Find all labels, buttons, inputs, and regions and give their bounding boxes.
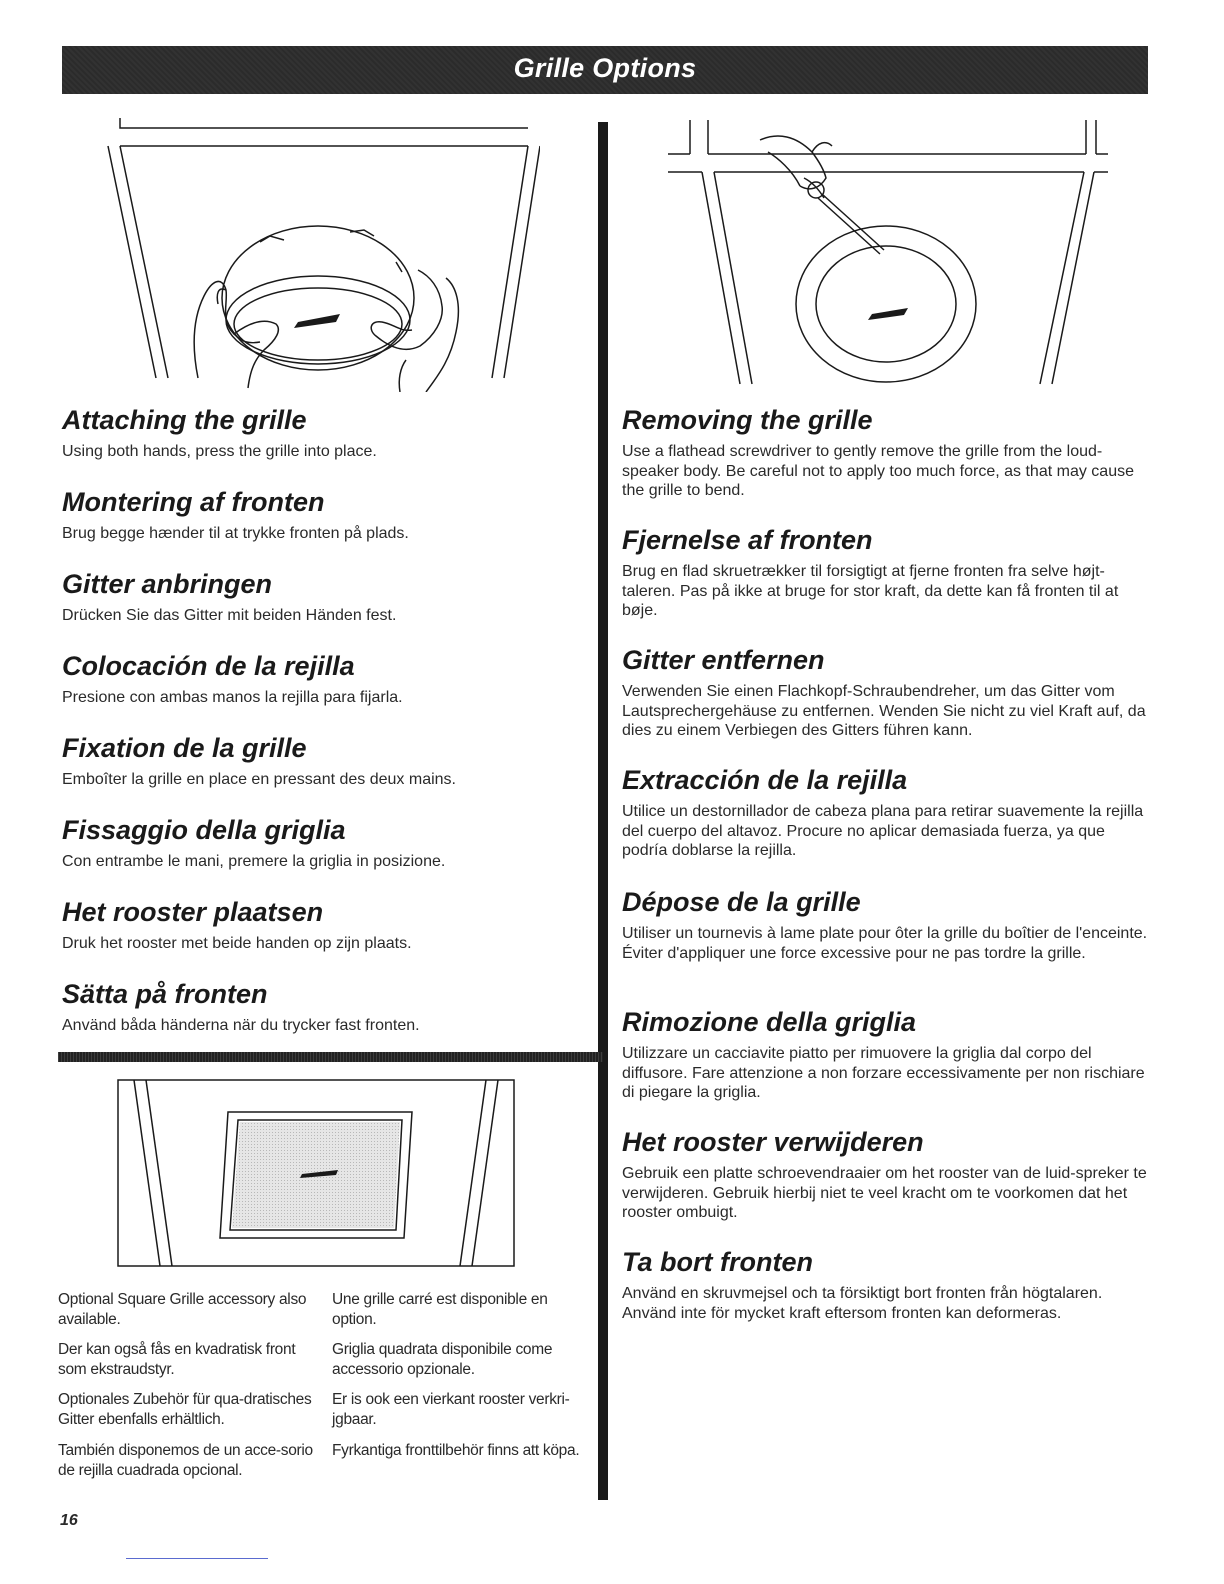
remove-section-fr bbox=[622, 886, 1150, 963]
section-heading: Rimozione della griglia bbox=[622, 1007, 917, 1037]
section-text: Emboîter la grille en place en pressant des deux mains. bbox=[62, 771, 456, 788]
square-grille-note-nl: Er is ook een vierkant rooster verkri-jgbaar. bbox=[332, 1391, 570, 1428]
section-heading: Gitter entfernen bbox=[622, 645, 825, 675]
remove-grille-illustration bbox=[668, 112, 1112, 388]
section-heading: Gitter anbringen bbox=[62, 569, 273, 599]
section-heading: Sätta på fronten bbox=[62, 979, 268, 1009]
remove-section-es bbox=[622, 764, 1150, 861]
section-text: Druk het rooster met beide handen op zijn plaats. bbox=[62, 935, 412, 952]
section-text: Använd en skruvmejsel och ta försiktigt bort fronten från högtalaren. Använd inte för mycket kraft eftersom fronten kan deformeras. bbox=[622, 1285, 1103, 1322]
section-text: Presione con ambas manos la rejilla para fijarla. bbox=[62, 689, 403, 706]
attach-section-it bbox=[62, 814, 582, 872]
section-heading: Attaching the grille bbox=[62, 405, 307, 435]
square-grille-note-it: Griglia quadrata disponibile come accessorio opzionale. bbox=[332, 1341, 553, 1378]
attach-section-de bbox=[62, 568, 582, 626]
section-text: Drücken Sie das Gitter mit beiden Händen fest. bbox=[62, 607, 397, 624]
section-text: Brug begge hænder til at trykke fronten på plads. bbox=[62, 525, 409, 542]
section-text: Använd båda händerna när du trycker fast fronten. bbox=[62, 1017, 420, 1034]
square-grille-note-en: Optional Square Grille accessory also available. bbox=[58, 1291, 307, 1328]
section-heading: Ta bort fronten bbox=[622, 1247, 813, 1277]
section-text: Brug en flad skruetrækker til forsigtigt at fjerne fronten fra selve højt-taleren. Pas på ikke at bruge for stor kraft, da dette kan få fronten til at bøje. bbox=[622, 563, 1119, 619]
square-grille-note-sv: Fyrkantiga fronttilbehör finns att köpa. bbox=[332, 1442, 580, 1459]
square-grille-note-es: También disponemos de un acce-sorio de rejilla cuadrada opcional. bbox=[58, 1442, 313, 1479]
attach-section-da bbox=[62, 486, 582, 544]
section-text: Con entrambe le mani, premere la griglia in posizione. bbox=[62, 853, 446, 870]
attach-section-en bbox=[62, 404, 582, 462]
section-text: Gebruik een platte schroevendraaier om het rooster van de luid-spreker te verwijderen. Gebruik hierbij niet te veel kracht om te voorkomen dat het rooster ombuigt. bbox=[622, 1165, 1147, 1221]
section-divider bbox=[58, 1052, 603, 1062]
section-heading: Fissaggio della griglia bbox=[62, 815, 346, 845]
section-heading: Fixation de la grille bbox=[62, 733, 307, 763]
bose-logo-icon bbox=[294, 314, 340, 328]
section-heading: Montering af fronten bbox=[62, 487, 325, 517]
section-text: Utiliser un tournevis à lame plate pour ôter la grille du boîtier de l'enceinte. Éviter d'appliquer une force excessive pour ne pas tordre la grille. bbox=[622, 925, 1148, 962]
section-heading: Extracción de la rejilla bbox=[622, 765, 908, 795]
column-divider bbox=[598, 122, 608, 1500]
section-heading: Het rooster plaatsen bbox=[62, 897, 324, 927]
section-text: Verwenden Sie einen Flachkopf-Schraubendreher, um das Gitter vom Lautsprechergehäuse zu entfernen. Wenden Sie nicht zu viel Kraft auf, da dies zu einem Verbiegen des Gitters führen kann. bbox=[622, 683, 1146, 739]
header-banner bbox=[62, 46, 1148, 94]
section-heading: Het rooster verwijderen bbox=[622, 1127, 924, 1157]
attach-section-es bbox=[62, 650, 582, 708]
remove-section-de bbox=[622, 644, 1150, 741]
section-text: Using both hands, press the grille into place. bbox=[62, 443, 377, 460]
section-text: Use a flathead screwdriver to gently remove the grille from the loud-speaker body. Be careful not to apply too much force, as that may cause the grille to bend. bbox=[622, 443, 1134, 499]
square-grille-note-de: Optionales Zubehör für qua-dratisches Gitter ebenfalls erhältlich. bbox=[58, 1391, 312, 1428]
section-text: Utilice un destornillador de cabeza plana para retirar suavemente la rejilla del cuerpo del altavoz. Procure no aplicar demasiada fuerza, ya que podría doblarse la rejilla. bbox=[622, 803, 1144, 859]
attach-section-fr bbox=[62, 732, 582, 790]
attach-section-sv bbox=[62, 978, 582, 1036]
page-title: Grille Options bbox=[513, 53, 697, 83]
attach-grille-illustration bbox=[100, 110, 540, 392]
remove-section-nl bbox=[622, 1126, 1150, 1223]
square-grille-note-fr: Une grille carré est disponible en option. bbox=[332, 1291, 548, 1328]
remove-section-it bbox=[622, 1006, 1150, 1103]
footer-line bbox=[126, 1558, 268, 1559]
page-number: 16 bbox=[60, 1512, 78, 1529]
section-text: Utilizzare un cacciavite piatto per rimuovere la griglia dal corpo del diffusore. Fare attenzione a non forzare eccessivamente per non rischiare di piegare la griglia. bbox=[622, 1045, 1145, 1101]
section-heading: Colocación de la rejilla bbox=[62, 651, 355, 681]
section-heading: Dépose de la grille bbox=[622, 887, 861, 917]
bose-logo-icon bbox=[868, 308, 908, 320]
remove-section-en bbox=[622, 404, 1150, 501]
section-heading: Fjernelse af fronten bbox=[622, 525, 873, 555]
square-grille-note-da: Der kan også fås en kvadratisk front som ekstraudstyr. bbox=[58, 1341, 296, 1378]
attach-section-nl bbox=[62, 896, 582, 954]
section-heading: Removing the grille bbox=[622, 405, 873, 435]
remove-section-da bbox=[622, 524, 1150, 621]
remove-section-sv bbox=[622, 1246, 1150, 1323]
square-grille-illustration bbox=[116, 1078, 516, 1270]
